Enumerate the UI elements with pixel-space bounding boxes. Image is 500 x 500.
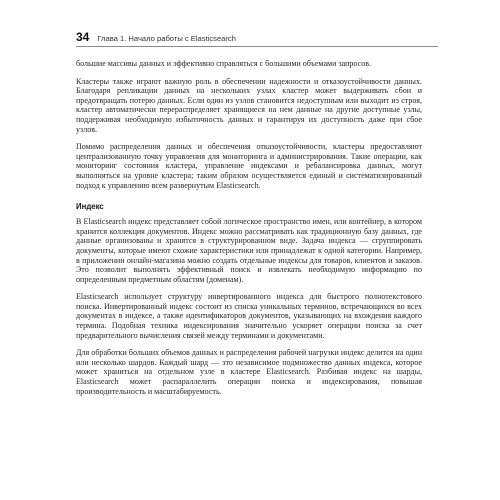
paragraph: Помимо распределения данных и обеспечения отказоустойчивости, кластеры предоставляют централизованную точку управления для мониторинга и администрирования. Такие операции, как мониторинг состояния кластера, управление индексами и ребалансировка данных, могут выполняться на уровне кластера; таким образом осуществляется единый и систематизированный подход к управлению всем развернутым Elasticsearch. [76, 142, 422, 190]
running-header [76, 30, 416, 44]
chapter-title: Глава 1. Начало работы с Elasticsearch [97, 34, 236, 43]
page-body [76, 59, 422, 404]
header-rule [76, 46, 438, 47]
paragraph: Elasticsearch использует структуру инвертированного индекса для быстрого полнотекстового поиска. Инвертированный индекс состоит из списка уникальных терминов, встречающихся во всех документах в индексе, а также идентификаторов документов, указывающих на вхождения каждого термина. Подобная техника индексирования значительно ускоряет операции поиска за счет предварительного вычисления связей между терминами и документами. [76, 292, 422, 340]
paragraph: Кластеры также играют важную роль в обеспечении надежности и отказоустойчивости данных. Благодаря репликации данных на нескольких узлах кластер может выдерживать сбои и предотвращать потерю данных. Если один из узлов становится недоступным или выходит из строя, кластер автоматически перераспределяет хранящиеся на нем данные на другие доступные узлы, поддерживая необходимую избыточность данных и гарантируя их доступность даже при сбое узлов. [76, 76, 422, 134]
paragraph: Для обработки больших объемов данных и распределения рабочей нагрузки индекс делится на один или несколько шардов. Каждый шард — это независимое подмножество данных индекса, которое может храниться на отдельном узле в кластере Elasticsearch. Разбивая индекс на шарды, Elasticsearch может распараллелить операции поиска и индексирования, повышая производительность и масштабируемость. [76, 348, 422, 396]
paragraph: В Elasticsearch индекс представляет собой логическое пространство имен, или контейнер, в котором хранится коллекция документов. Индекс можно рассматривать как традиционную базу данных, где данные организованы и хранятся в структурированном виде. Задача индекса — сгруппировать документы, которые имеют схожие характеристики или принадлежат к одной категории. Например, в приложении онлайн-магазина можно создать отдельные индексы для товаров, клиентов и заказов. Это позволит выполнять эффективный поиск и извлекать необходимую информацию по определенным предметным областям (доменам). [76, 217, 422, 284]
page-number: 34 [76, 30, 90, 44]
section-heading: Индекс [76, 202, 104, 212]
paragraph: большие массивы данных и эффективно справляться с большими объемами запросов. [76, 59, 372, 68]
